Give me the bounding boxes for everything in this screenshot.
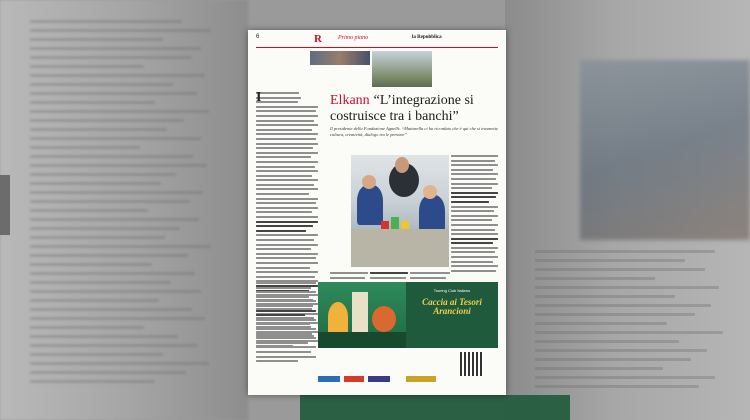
background-page-left bbox=[0, 0, 248, 420]
ad-art-sun bbox=[372, 306, 396, 332]
teaser-strip bbox=[310, 51, 498, 87]
teaser[interactable] bbox=[434, 51, 498, 87]
article-body-left-cont bbox=[256, 282, 316, 365]
ad-text-panel bbox=[406, 282, 498, 348]
ad-illustration bbox=[318, 282, 406, 348]
teaser[interactable] bbox=[310, 51, 370, 87]
article-subhead: Il presidente della Fondazione Agnelli: “Mattarella ci ha ricordato che è qui che si trasmette cultura, creatività, dialogo tra le persone” bbox=[330, 126, 498, 137]
sponsor-logo bbox=[406, 376, 436, 382]
byline bbox=[256, 51, 308, 53]
blurred-ad-strip bbox=[300, 395, 570, 420]
dropcap: I bbox=[256, 90, 262, 105]
ad-brand: Touring Club Italiano bbox=[433, 288, 471, 293]
ad-art-building bbox=[328, 302, 348, 332]
toy-block-yellow bbox=[401, 221, 409, 229]
article-body-right bbox=[451, 155, 498, 274]
teaser-photo bbox=[310, 51, 370, 65]
toy-block-green bbox=[391, 217, 399, 229]
article-photo bbox=[351, 155, 449, 267]
man-head bbox=[395, 157, 409, 173]
teaser[interactable] bbox=[372, 51, 432, 87]
desk bbox=[351, 229, 449, 267]
photo-caption bbox=[410, 272, 450, 281]
newspaper-page bbox=[248, 30, 506, 395]
header-rule bbox=[256, 47, 498, 48]
sponsor-logo bbox=[344, 376, 364, 382]
blurred-text-left bbox=[30, 20, 220, 389]
qr-code[interactable] bbox=[460, 352, 484, 376]
section-name: Primo piano bbox=[338, 35, 369, 41]
page-number: 6 bbox=[256, 34, 260, 40]
toy-block-red bbox=[381, 221, 389, 229]
text-column bbox=[370, 272, 408, 281]
child-right-head bbox=[423, 185, 437, 199]
ad-banner bbox=[318, 282, 498, 348]
ad-sponsor-logos bbox=[318, 376, 448, 384]
sponsor-logo bbox=[318, 376, 340, 382]
text-column bbox=[330, 272, 368, 281]
headline-name: Elkann bbox=[330, 93, 370, 108]
repubblica-logo: R bbox=[314, 33, 322, 45]
page-header bbox=[256, 34, 498, 46]
ad-art-ground bbox=[318, 332, 406, 348]
blurred-text-right bbox=[535, 250, 735, 394]
ad-art-tower bbox=[352, 292, 368, 332]
advertisement[interactable] bbox=[256, 282, 498, 388]
ad-footer bbox=[318, 350, 498, 388]
masthead: la Repubblica bbox=[412, 35, 442, 40]
child-left bbox=[357, 185, 383, 225]
side-tab bbox=[0, 175, 10, 235]
headline-text: “L’integrazione si costruisce tra i banchi” bbox=[330, 93, 474, 124]
article-headline bbox=[330, 92, 500, 124]
child-left-head bbox=[362, 175, 376, 189]
blurred-photo-right bbox=[580, 60, 750, 240]
sponsor-logo bbox=[368, 376, 390, 382]
ad-title: Caccia ai Tesori Arancioni bbox=[422, 297, 482, 316]
